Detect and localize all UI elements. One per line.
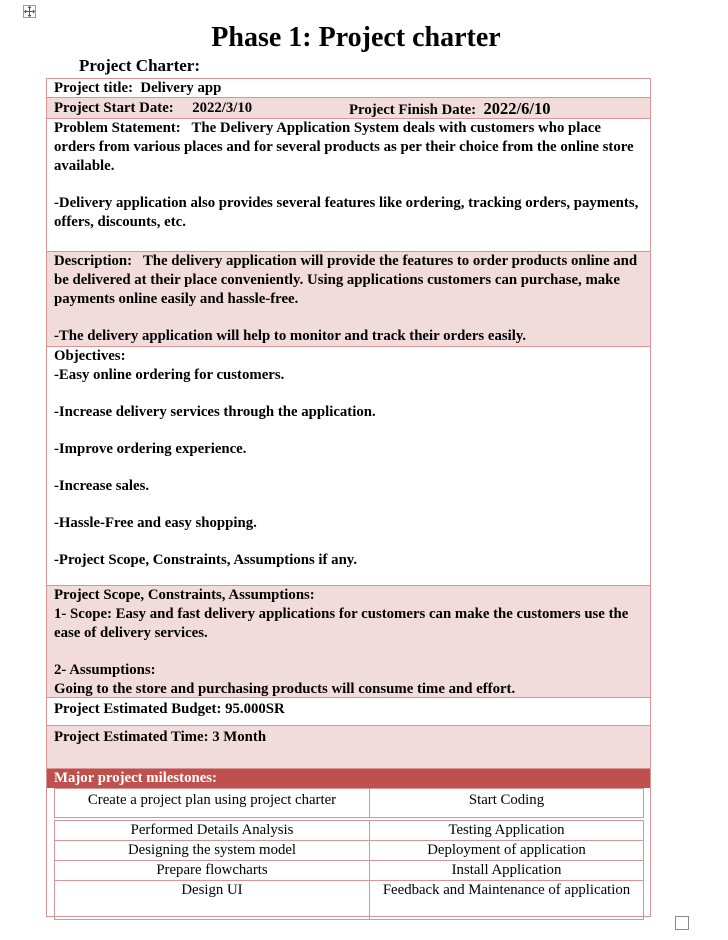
objective-item: -Project Scope, Constraints, Assumptions if any. xyxy=(54,552,358,568)
table-row xyxy=(55,821,644,841)
description-text: The delivery application will provide the features to order products online and be delivered at their place conveniently. Using applications customers can purchase, make payments online easily and hassle-free. xyxy=(54,253,638,307)
scope-row xyxy=(47,586,650,698)
table-resize-handle[interactable] xyxy=(675,916,689,930)
description-row xyxy=(47,252,650,347)
problem-statement-row xyxy=(47,119,650,252)
budget-row xyxy=(47,698,650,726)
milestone-cell: Designing the system model xyxy=(55,841,370,861)
assumptions-label: 2- Assumptions: xyxy=(54,662,156,678)
objective-item: -Increase sales. xyxy=(54,478,150,494)
objective-item: -Easy online ordering for customers. xyxy=(54,367,285,383)
milestone-cell: Create a project plan using project charter xyxy=(55,789,370,818)
start-date-label: Project Start Date: xyxy=(54,100,174,116)
milestone-cell: Performed Details Analysis xyxy=(55,821,370,841)
finish-date-label: Project Finish Date: xyxy=(349,102,477,118)
description-label: Description: xyxy=(54,253,133,269)
objective-item: -Improve ordering experience. xyxy=(54,441,247,457)
project-title-row xyxy=(47,79,650,98)
objective-item: -Increase delivery services through the application. xyxy=(54,404,376,420)
problem-text: The Delivery Application System deals with customers who place orders from various places and for several products as per their choice from the online store available. xyxy=(54,120,634,174)
table-move-handle[interactable] xyxy=(23,5,36,18)
scope-text: 1- Scope: Easy and fast delivery applications for customers can make the customers use the ease of delivery services. xyxy=(54,606,629,641)
table-row xyxy=(55,841,644,861)
milestone-cell: Prepare flowcharts xyxy=(55,861,370,881)
objective-item: -Hassle-Free and easy shopping. xyxy=(54,515,257,531)
milestone-cell: Testing Application xyxy=(370,821,644,841)
charter-subtitle: Project Charter: xyxy=(79,56,200,75)
project-dates-row xyxy=(47,98,650,119)
milestone-cell: Install Application xyxy=(370,861,644,881)
milestones-table xyxy=(54,788,644,920)
project-title-label: Project title: xyxy=(54,80,133,96)
move-icon xyxy=(24,6,35,17)
problem-label: Problem Statement: xyxy=(54,120,181,136)
start-date-value: 2022/3/10 xyxy=(192,100,253,116)
table-row xyxy=(55,881,644,920)
milestone-cell: Design UI xyxy=(55,881,370,920)
milestones-area xyxy=(47,788,650,916)
objectives-label: Objectives: xyxy=(54,348,126,364)
objectives-row xyxy=(47,347,650,586)
table-row xyxy=(55,789,644,818)
time-row xyxy=(47,726,650,769)
project-title-value: Delivery app xyxy=(140,80,222,96)
budget-text: Project Estimated Budget: 95.000SR xyxy=(54,701,285,717)
milestone-cell: Deployment of application xyxy=(370,841,644,861)
assumptions-text: Going to the store and purchasing products will consume time and effort. xyxy=(54,681,516,697)
charter-table xyxy=(46,78,651,917)
time-text: Project Estimated Time: 3 Month xyxy=(54,729,267,745)
scope-label: Project Scope, Constraints, Assumptions: xyxy=(54,587,315,603)
finish-date-value: 2022/6/10 xyxy=(483,99,551,118)
milestones-header: Major project milestones: xyxy=(47,769,650,788)
milestone-cell: Start Coding xyxy=(370,789,644,818)
description-text-2: -The delivery application will help to monitor and track their orders easily. xyxy=(54,328,527,344)
problem-text-2: -Delivery application also provides several features like ordering, tracking orders, payments, offers, discounts, etc. xyxy=(54,195,639,230)
page-title: Phase 1: Project charter xyxy=(211,22,501,53)
milestone-cell: Feedback and Maintenance of application xyxy=(370,881,644,920)
table-row xyxy=(55,861,644,881)
